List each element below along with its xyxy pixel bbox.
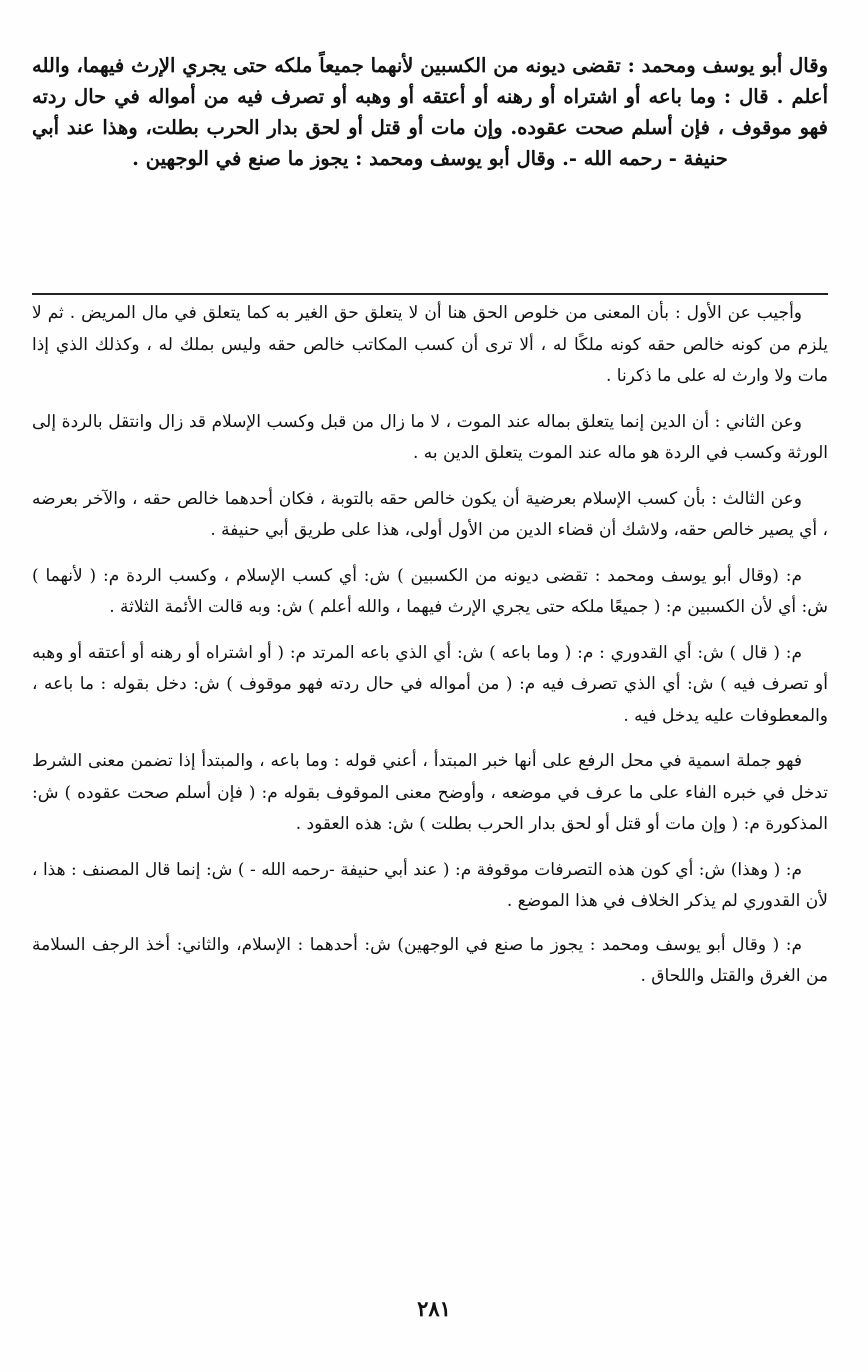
commentary-paragraph: فهو جملة اسمية في محل الرفع على أنها خبر المبتدأ ، أعني قوله : وما باعه ، والمبتدأ إذا تضمن معنى الشرط تدخل في خبره الفاء على ما عرف في موضعه ، وأوضح معنى الموقوف بقوله م: ( فإن أسلم صحت عقوده ) ش: المذكورة م: ( وإن مات أو قتل أو لحق بدار الحرب بطلت ) ش: هذه العقود . (32, 751, 828, 834)
commentary-paragraph: م: ( وقال أبو يوسف ومحمد : يجوز ما صنع في الوجهين) ش: أحدهما : الإسلام، والثاني: أخذ الرجف السلامة من الغرق والقتل واللحاق . (32, 934, 828, 986)
page-number: ٢٨١ (417, 1296, 451, 1321)
commentary-paragraph: وعن الثالث : بأن كسب الإسلام بعرضية أن يكون خالص حقه بالتوبة ، فكان أحدهما خالص حقه ، والآخر بعرضه ، أي يصير خالص حقه، ولاشك أن قضاء الدين من الأول أولى، هذا على طريق أبي حنيفة . (32, 488, 828, 540)
commentary-paragraph: وعن الثاني : أن الدين إنما يتعلق بماله عند الموت ، لا ما زال من قبل وكسب الإسلام قد زال وانتقل بالردة إلى الورثة وكسب في الردة هو ماله عند الموت يتعلق الدين به . (32, 411, 828, 463)
commentary-section (32, 298, 828, 1005)
commentary-paragraph: م: ( وهذا) ش: أي كون هذه التصرفات موقوفة م: ( عند أبي حنيفة -رحمه الله - ) ش: إنما قال المصنف : هذا ، لأن القدوري لم يذكر الخلاف في هذا الموضع . (32, 859, 828, 911)
commentary-paragraph: م: (وقال أبو يوسف ومحمد : تقضى ديونه من الكسبين ) ش: أي كسب الإسلام ، وكسب الردة م: ( لأنهما ) ش: أي لأن الكسبين م: ( جميعًا ملكه حتى يجري الإرث فيهما ، والله أعلم ) ش: وبه قالت الأئمة الثلاثة . (32, 565, 828, 617)
commentary-paragraph: وأجيب عن الأول : بأن المعنى من خلوص الحق هنا أن لا يتعلق حق الغير به كما يتعلق في مال المريض . ثم لا يلزم من كونه خالص حقه كونه ملكًا له ، ألا ترى أن كسب المكاتب خالص حقه وليس بملك له ، وكذلك الذي إذا مات ولا وارث له على ما ذكرنا . (32, 303, 828, 386)
main-text: وقال أبو يوسف ومحمد : تقضى ديونه من الكسبين لأنهما جميعاً ملكه حتى يجري الإرث فيهما، والله أعلم . قال : وما باعه أو اشتراه أو رهنه أو أعتقه أو وهبه أو تصرف فيه من أمواله في حال ردته فهو موقوف ، فإن أسلم صحت عقوده. وإن مات أو قتل أو لحق بدار الحرب بطلت، وهذا عند أبي حنيفة - رحمه الله -. وقال أبو يوسف ومحمد : يجوز ما صنع في الوجهين . (32, 54, 828, 170)
divider-line (32, 293, 828, 295)
commentary-paragraph: م: ( قال ) ش: أي القدوري : م: ( وما باعه ) ش: أي الذي باعه المرتد م: ( أو اشتراه أو رهنه أو أعتقه أو وهبه أو تصرف فيه ) ش: أي الذي تصرف فيه م: ( من أمواله في حال ردته فهو موقوف ) ش: دخل بقوله : ما باعه ، والمعطوفات عليه يدخل فيه . (32, 642, 828, 726)
